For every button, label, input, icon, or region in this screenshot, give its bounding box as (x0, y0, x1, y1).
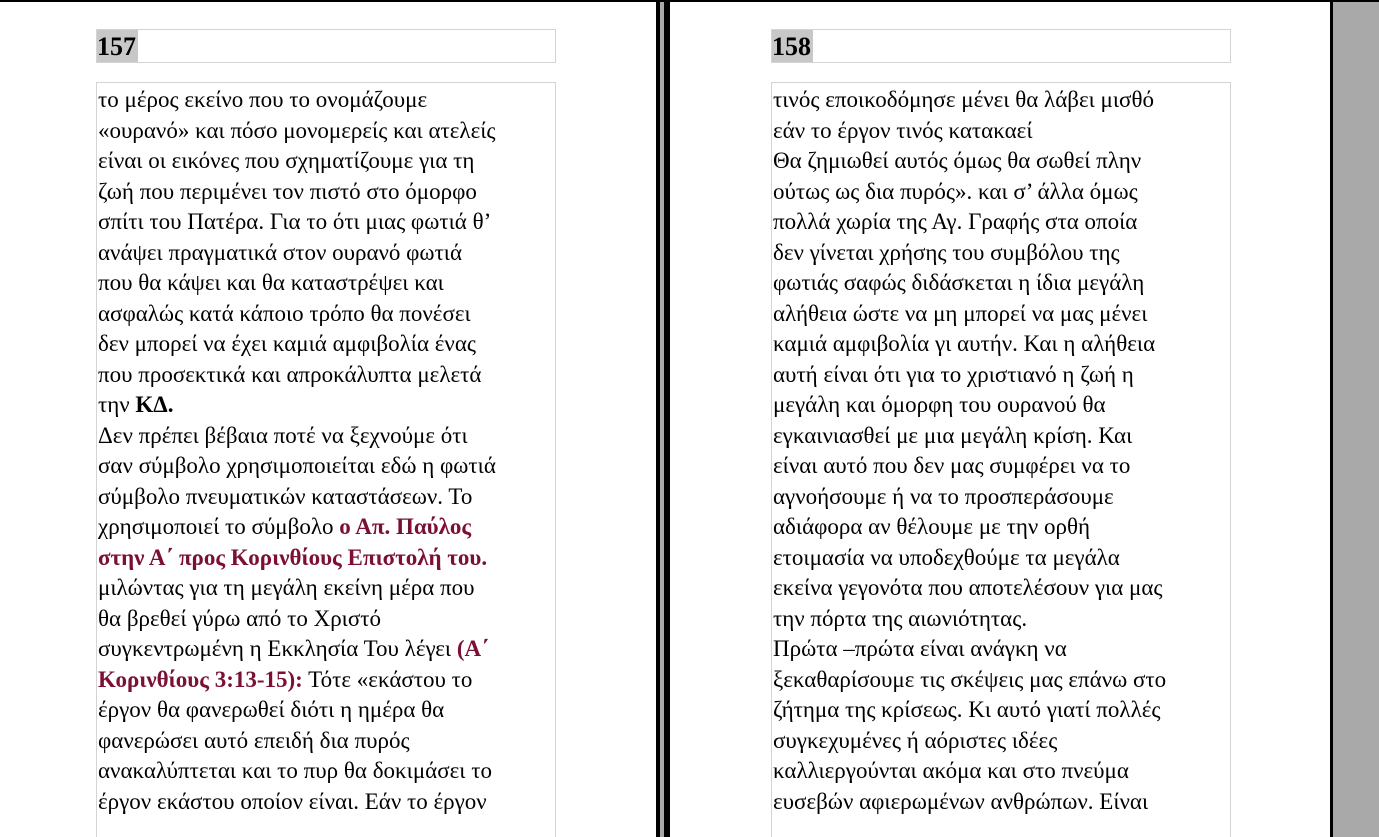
text-line (772, 207, 1230, 238)
text-line (97, 299, 555, 330)
text-run: είναι αυτό που δεν μας συμφέρει να το (773, 453, 1131, 478)
text-run: πολλά χωρία της Αγ. Γραφής στα οποία (773, 209, 1138, 234)
text-line (97, 207, 555, 238)
text-line (97, 482, 555, 513)
text-line (97, 695, 555, 726)
text-run: έργον εκάστου οποίον είναι. Εάν το έργον (98, 788, 487, 814)
text-line (772, 85, 1230, 116)
text-run: τινός εποικοδόμησε μένει θα λάβει μισθό (773, 87, 1154, 112)
text-run: σύμβολο πνευματικών καταστάσεων. Το (98, 483, 473, 509)
text-run: που θα κάψει και θα καταστρέψει και (98, 270, 444, 295)
text-line (772, 299, 1230, 330)
text-run: φανερώσει αυτό επειδή δια πυρός (98, 727, 410, 753)
text-run: ζωή που περιμένει τον πιστό στο όμορφο (98, 178, 477, 204)
text-run: καλλιεργούνται ακόμα και στο πνεύμα (773, 758, 1129, 783)
text-line (97, 451, 555, 482)
text-run: ξεκαθαρίσουμε τις σκέψεις μας επάνω στο (773, 666, 1167, 692)
text-run: σαν σύμβολο χρησιμοποιείται εδώ η φωτιά (98, 453, 496, 478)
text-line (772, 726, 1230, 757)
text-run: αδιάφορα αν θέλουμε με την ορθή (773, 514, 1091, 539)
right-page (670, 2, 1330, 837)
text-run: Τότε «εκάστου το (302, 666, 473, 692)
scripture-reference: (Α΄ (456, 636, 489, 661)
text-run: εκείνα γεγονότα που αποτελέσουν για μας (773, 575, 1163, 600)
text-run: την πόρτα της αιωνιότητας. (773, 605, 1028, 631)
text-line (772, 146, 1230, 177)
text-run: «ουρανό» και πόσο μονομερείς και ατελείς (98, 117, 496, 143)
text-run: ασφαλώς κατά κάποιο τρόπο θα πονέσει (98, 300, 471, 326)
text-run: ζήτημα της κρίσεως. Κι αυτό γιατί πολλές (773, 697, 1161, 722)
text-line (772, 421, 1230, 452)
text-run: που προσεκτικά και απροκάλυπτα μελετά (98, 361, 482, 387)
text-line (772, 329, 1230, 360)
scripture-reference: στην Α΄ προς Κορινθίους Επιστολή του. (98, 544, 488, 570)
left-page (0, 2, 656, 837)
text-run: ευσεβών αφιερωμένων ανθρώπων. Είναι (773, 788, 1149, 814)
text-line (97, 360, 555, 391)
text-run: την (98, 392, 136, 417)
text-run: Δεν πρέπει βέβαια ποτέ να ξεχνούμε ότι (98, 422, 468, 448)
text-line (97, 726, 555, 757)
text-line (772, 390, 1230, 421)
text-run: Πρώτα –πρώτα είναι ανάγκη να (773, 636, 1067, 661)
text-run: αγνοήσουμε ή να το προσπεράσουμε (773, 483, 1114, 509)
text-line (772, 634, 1230, 665)
text-line (97, 116, 555, 147)
text-run: αλήθεια ώστε να μη μπορεί να μας μένει (773, 300, 1148, 326)
text-line (772, 116, 1230, 147)
text-line (772, 451, 1230, 482)
text-line (772, 604, 1230, 635)
text-line (772, 177, 1230, 208)
text-run: θα βρεθεί γύρω από το Χριστό (98, 605, 382, 631)
text-line (772, 573, 1230, 604)
text-line (772, 543, 1230, 574)
text-run: ανάψει πραγματικά στον ουρανό φωτιά (98, 239, 463, 265)
text-run: δεν γίνεται χρήσης του συμβόλου της (773, 239, 1120, 265)
text-line (97, 421, 555, 452)
text-line (97, 604, 555, 635)
text-line (772, 360, 1230, 391)
text-line (772, 665, 1230, 696)
text-run: δεν μπορεί να έχει καμιά αμφιβολία ένας (98, 331, 476, 356)
text-line (97, 756, 555, 787)
page-number-box (771, 29, 1231, 63)
scripture-reference: ο Απ. Παύλος (339, 514, 472, 539)
text-run: χρησιμοποιεί το σύμβολο (98, 514, 340, 539)
text-run: μιλώντας για τη μεγάλη εκείνη μέρα που (98, 575, 475, 600)
text-run: το μέρος εκείνο που το ονομάζουμε (98, 87, 428, 112)
text-run: εγκαινιασθεί με μια μεγάλη κρίση. Και (773, 422, 1133, 448)
page-gutter (656, 2, 670, 837)
text-line (97, 390, 555, 421)
text-line (97, 543, 555, 574)
text-line (97, 329, 555, 360)
text-line (97, 665, 555, 696)
text-run: αυτή είναι ότι για το χριστιανό η ζωή η (773, 361, 1134, 387)
scrollbar-track[interactable] (1330, 2, 1379, 837)
page-number: 157 (97, 32, 136, 61)
text-line (97, 85, 555, 116)
text-run: σπίτι του Πατέρα. Για το ότι μιας φωτιά θ’ (98, 209, 492, 234)
text-line (97, 512, 555, 543)
text-run: Θα ζημιωθεί αυτός όμως θα σωθεί πλην (773, 148, 1142, 173)
scripture-reference: Κορινθίους 3:13-15): (98, 666, 303, 692)
text-line (97, 177, 555, 208)
text-line (772, 268, 1230, 299)
text-run: ετοιμασία να υποδεχθούμε τα μεγάλα (773, 544, 1120, 570)
bold-text: ΚΔ. (135, 392, 174, 417)
text-line (97, 573, 555, 604)
text-run: μεγάλη και όμορφη του ουρανού θα (773, 392, 1106, 417)
page-number: 158 (772, 32, 811, 61)
text-line (97, 634, 555, 665)
text-line (772, 238, 1230, 269)
text-run: καμιά αμφιβολία γι αυτήν. Και η αλήθεια (773, 331, 1156, 356)
text-line (772, 695, 1230, 726)
text-run: φωτιάς σαφώς διδάσκεται η ίδια μεγάλη (773, 270, 1145, 295)
text-line (772, 756, 1230, 787)
page-text (771, 82, 1231, 837)
text-run: ούτως ως δια πυρός». και σ’ άλλα όμως (773, 178, 1138, 204)
page-text (96, 82, 556, 837)
text-line (772, 787, 1230, 818)
text-line (97, 146, 555, 177)
text-run: εάν το έργον τινός κατακαεί (773, 117, 1033, 143)
text-run: συγκεντρωμένη η Εκκλησία Του λέγει (98, 636, 457, 661)
text-run: έργον θα φανερωθεί διότι η ημέρα θα (98, 697, 445, 722)
text-run: συγκεχυμένες ή αόριστες ιδέες (773, 727, 1058, 753)
text-run: ανακαλύπτεται και το πυρ θα δοκιμάσει το (98, 758, 492, 783)
text-line (772, 512, 1230, 543)
text-line (97, 787, 555, 818)
page-number-box (96, 29, 556, 63)
text-line (97, 268, 555, 299)
text-line (772, 482, 1230, 513)
text-run: είναι οι εικόνες που σχηματίζουμε για τη (98, 148, 475, 173)
text-line (97, 238, 555, 269)
